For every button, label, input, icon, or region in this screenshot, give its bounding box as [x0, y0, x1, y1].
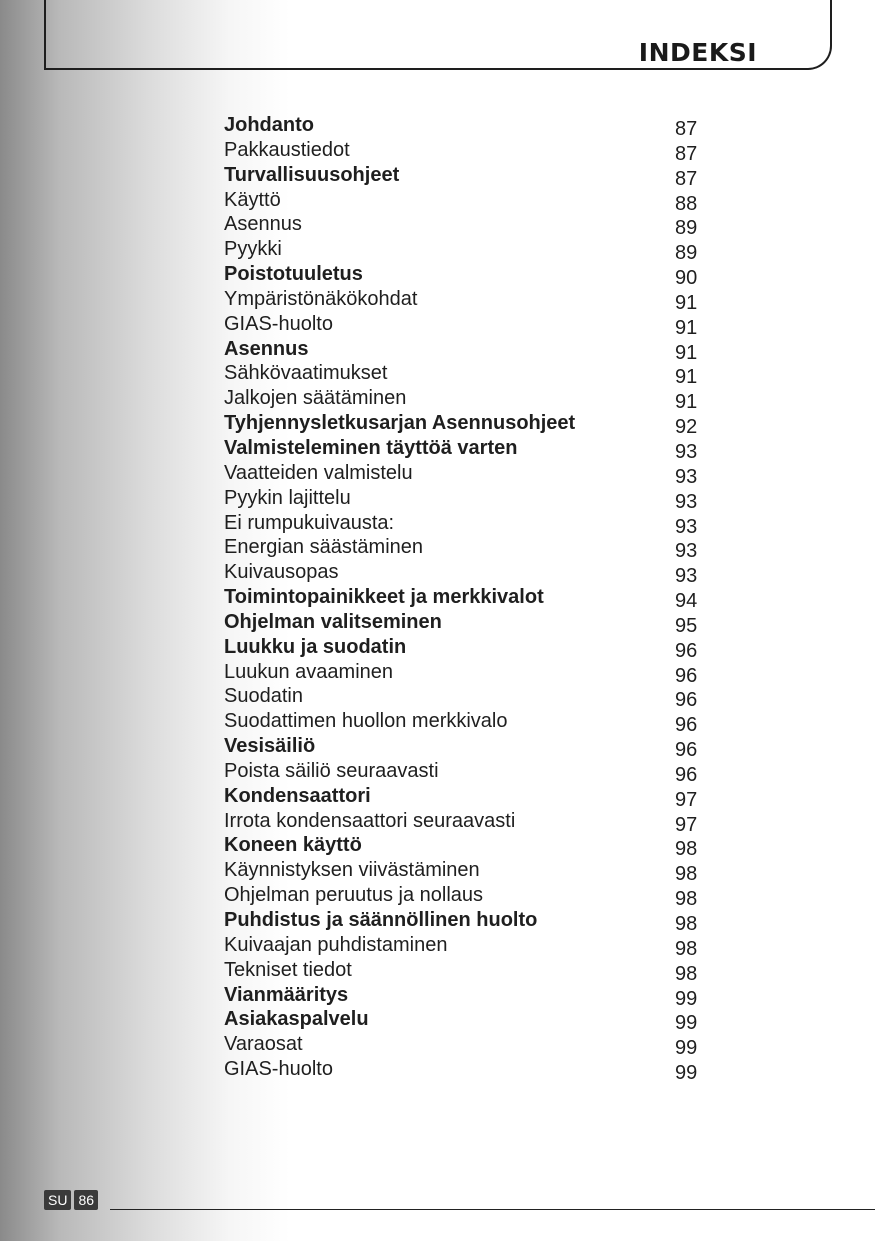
toc-entry	[224, 734, 744, 762]
toc-entry-label: Ohjelman valitseminen	[224, 610, 442, 633]
toc-entry-label: Pyykin lajittelu	[224, 486, 351, 509]
toc-entry	[224, 287, 744, 312]
toc-entry	[224, 535, 744, 563]
toc-entry-page: 91	[675, 341, 698, 364]
toc-entry	[224, 511, 744, 536]
toc-entry-label: GIAS-huolto	[224, 312, 333, 335]
toc-entry-page: 89	[675, 242, 698, 265]
toc-entry	[224, 635, 744, 660]
toc-entry-page: 90	[675, 267, 698, 290]
toc-entry	[224, 138, 744, 163]
toc-entry-page: 93	[675, 540, 698, 563]
table-of-contents	[224, 113, 744, 1085]
toc-entry-page: 88	[675, 192, 698, 215]
toc-entry	[224, 361, 744, 389]
toc-entry-label: Johdanto	[224, 114, 314, 136]
toc-entry-label: Suodatin	[224, 685, 303, 708]
toc-entry	[224, 784, 744, 809]
toc-entry-label: Pakkaustiedot	[224, 138, 350, 161]
toc-entry-label: Vianmääritys	[224, 983, 349, 1006]
toc-entry	[224, 312, 744, 337]
toc-entry-label: Kuivaajan puhdistaminen	[224, 933, 448, 956]
toc-entry	[224, 212, 744, 240]
toc-entry-label: Asennus	[224, 213, 302, 236]
toc-entry-page: 95	[675, 614, 698, 637]
toc-entry-page: 98	[675, 913, 698, 935]
toc-entry	[224, 883, 744, 911]
page-number: 86	[74, 1190, 98, 1210]
toc-entry	[224, 386, 744, 414]
toc-entry-page: 96	[675, 689, 698, 712]
toc-entry-page: 98	[675, 962, 698, 985]
toc-entry-page: 99	[675, 1062, 698, 1085]
toc-entry-page: 93	[675, 465, 698, 488]
toc-entry	[224, 809, 744, 834]
toc-entry-page: 87	[675, 118, 698, 140]
toc-entry	[224, 262, 744, 290]
toc-entry-page: 98	[675, 937, 698, 960]
toc-entry-page: 99	[675, 1012, 698, 1035]
toc-entry	[224, 759, 744, 784]
toc-entry-label: GIAS-huolto	[224, 1058, 333, 1081]
toc-entry-label: Vaatteiden valmistelu	[224, 461, 413, 484]
toc-entry-page: 91	[675, 291, 698, 314]
toc-entry-page: 93	[675, 565, 698, 588]
toc-entry-page: 96	[675, 714, 698, 737]
toc-entry	[224, 1032, 744, 1060]
toc-entry-label: Varaosat	[224, 1033, 303, 1056]
toc-entry-page: 96	[675, 664, 698, 687]
toc-entry-page: 99	[675, 1037, 698, 1060]
toc-entry-page: 98	[675, 838, 698, 861]
toc-entry-label: Käyttö	[224, 188, 281, 211]
toc-entry	[224, 610, 744, 635]
toc-entry-page: 97	[675, 813, 698, 836]
toc-entry-label: Sähkövaatimukset	[224, 362, 388, 385]
toc-entry	[224, 983, 744, 1008]
toc-entry-page: 96	[675, 739, 698, 762]
footer-rule	[110, 1209, 875, 1210]
toc-entry-label: Poista säiliö seuraavasti	[224, 759, 439, 782]
toc-entry-label: Tyhjennysletkusarjan Asennusohjeet	[224, 412, 576, 435]
toc-entry-page: 94	[675, 590, 698, 613]
toc-entry-label: Vesisäiliö	[224, 735, 316, 758]
toc-entry-label: Energian säästäminen	[224, 536, 424, 559]
toc-entry	[224, 461, 744, 486]
toc-entry	[224, 486, 744, 511]
toc-entry-label: Ei rumpukuivausta:	[224, 511, 395, 534]
toc-entry-label: Asiakaspalvelu	[224, 1008, 369, 1031]
page-title: INDEKSI	[638, 38, 757, 67]
toc-entry	[224, 237, 744, 265]
toc-entry	[224, 411, 744, 439]
toc-entry-label: Luukku ja suodatin	[224, 635, 407, 658]
toc-entry-label: Pyykki	[224, 238, 282, 261]
toc-entry	[224, 833, 744, 861]
toc-entry-label: Kuivausopas	[224, 561, 339, 584]
toc-entry	[224, 858, 744, 886]
toc-entry-page: 93	[675, 490, 698, 513]
toc-entry	[224, 709, 744, 737]
toc-entry-page: 98	[675, 888, 698, 911]
toc-entry-page: 91	[675, 391, 698, 414]
toc-entry-label: Irrota kondensaattori seuraavasti	[224, 809, 516, 832]
toc-entry-page: 89	[675, 217, 698, 240]
toc-entry	[224, 684, 744, 712]
toc-entry-page: 87	[675, 142, 698, 165]
toc-entry-page: 97	[675, 788, 698, 811]
footer	[44, 1190, 98, 1210]
toc-entry	[224, 436, 744, 461]
toc-entry	[224, 660, 744, 685]
toc-entry	[224, 908, 744, 933]
toc-entry	[224, 113, 744, 138]
toc-entry-page: 91	[675, 316, 698, 339]
toc-entry-label: Turvallisuusohjeet	[224, 163, 400, 186]
toc-entry	[224, 188, 744, 213]
toc-entry-label: Luukun avaaminen	[224, 660, 394, 683]
toc-entry-label: Ohjelman peruutus ja nollaus	[224, 884, 484, 907]
language-badge: SU	[44, 1190, 71, 1210]
toc-entry	[224, 1057, 744, 1085]
toc-entry	[224, 1007, 744, 1035]
toc-entry-page: 99	[675, 987, 698, 1010]
toc-entry-label: Puhdistus ja säännöllinen huolto	[224, 909, 538, 931]
toc-entry-label: Valmisteleminen täyttöä varten	[224, 436, 518, 459]
toc-entry-page: 98	[675, 863, 698, 886]
toc-entry-label: Ympäristönäkökohdat	[224, 287, 418, 310]
toc-entry-label: Toimintopainikkeet ja merkkivalot	[224, 586, 544, 609]
toc-entry-label: Kondensaattori	[224, 784, 371, 807]
toc-entry-label: Jalkojen säätäminen	[224, 387, 407, 410]
toc-entry-label: Tekniset tiedot	[224, 958, 352, 981]
toc-entry-page: 92	[675, 416, 698, 439]
toc-entry-page: 96	[675, 639, 698, 662]
toc-entry-page: 96	[675, 763, 698, 786]
toc-entry	[224, 337, 744, 362]
toc-entry-page: 93	[675, 440, 698, 463]
toc-entry-label: Käynnistyksen viivästäminen	[224, 859, 480, 882]
toc-entry	[224, 560, 744, 588]
toc-entry-label: Suodattimen huollon merkkivalo	[224, 710, 508, 733]
toc-entry-label: Poistotuuletus	[224, 263, 363, 286]
toc-entry-label: Asennus	[224, 337, 309, 360]
toc-entry-page: 91	[675, 366, 698, 389]
toc-entry-label: Koneen käyttö	[224, 834, 362, 857]
toc-entry	[224, 163, 744, 188]
toc-entry	[224, 933, 744, 958]
toc-entry-page: 93	[675, 515, 698, 538]
toc-entry	[224, 958, 744, 983]
toc-entry-page: 87	[675, 167, 698, 190]
toc-entry	[224, 585, 744, 613]
